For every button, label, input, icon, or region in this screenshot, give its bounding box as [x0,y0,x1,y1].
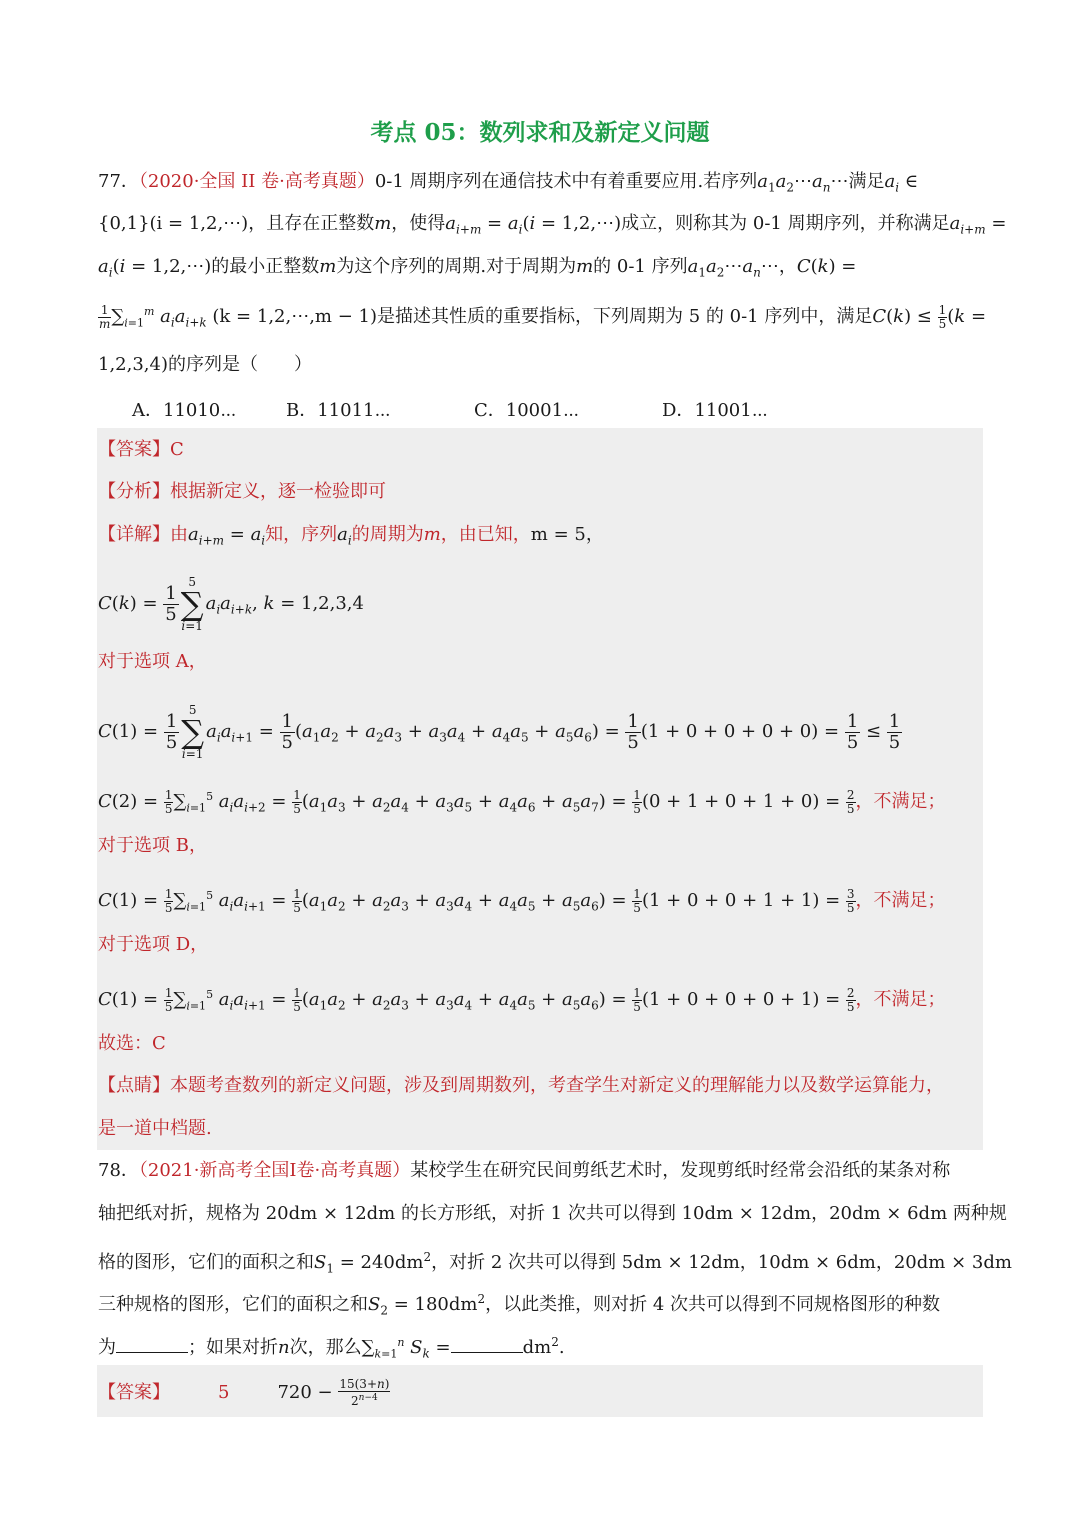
q77-cond-7: (k = 1,2,⋯,m − 1)是描述其性质的重要指标，下列周期为 5 的 0-1 序列中，满足 [212,306,873,327]
q77-source: （2020·全国 II 卷·高考真题） [138,171,375,192]
not-satisfy: 不满足； [873,791,946,812]
answer-value-1: 5 [218,1382,230,1403]
q78-text: ，以此类推，则对折 4 次共可以得到不同规格图形的种数 [485,1294,941,1315]
q77-detail: 【详解】由$a_{i+m} = a_i$知，序列$a_i$的周期为m，由已知，m = 5， [98,524,604,548]
answer-tag: 【答案】 [98,1382,170,1403]
answer-value: C [170,439,184,460]
option-value: 11001⋯ [694,400,768,421]
formula-a-c1: C(1) = $\frac{1}{5}$ 5 ∑ $i=1a_ia_{i+1}$ = $\frac{1}{5}$ $(a_1a_2 + a_2a_3 + a_3a_4 + a_4a_5 + a_5a_6)$ = $\frac{1}{5}$ (1 + 0 + 0 + 0 + 0) = $\frac{1}{5}$ ≤ $\frac{1}{5}$ [98,703,901,761]
detail-tag: 【详解】 [98,524,170,545]
q77-line-3: $a_i(i$ = 1,2,⋯)的最小正整数m为这个序列的周期.对于周期为m的 0-1 序列$a_1a_2\cdots a_n\cdots$，C(k) = [98,256,857,280]
detail-text: 知，序列 [265,524,338,545]
q77-cond-4: 的最小正整数 [211,256,320,277]
q77-cond-5: 为这个序列的周期.对于周期为 [336,256,577,277]
answer-blank-1 [116,1336,188,1353]
q77-option-c [474,396,579,422]
q77-answer [98,438,184,462]
q77-cond-6: 的 0-1 序列 [593,256,688,277]
q78-line-2: 轴把纸对折，规格为 20dm × 12dm 的长方形纸，对折 1 次共可以得到 10dm × 12dm，20dm × 6dm 两种规 [98,1203,1007,1224]
q78-text: 为 [98,1337,116,1358]
analysis-text: 根据新定义，逐一检验即可 [170,481,386,502]
option-b-heading: 对于选项 B， [98,835,207,856]
q78-number: 78． [98,1160,139,1181]
q77-option-b [286,396,391,422]
detail-text: m = 5， [530,524,604,545]
comment-text: 本题考查数列的新定义问题，涉及到周期数列，考查学生对新定义的理解能力以及数学运算能力， [170,1075,944,1096]
q78-text: 格的图形，它们的面积之和 [98,1252,314,1273]
comment-line-2: 是一道中档题. [98,1118,212,1139]
q78-text: 次，那么 [289,1337,362,1358]
option-label: D． [662,400,695,421]
q77-line-4: $\frac{1}{m}$ $\sum_{i=1}^m$ $a_ia_{i+k}$ (k = 1,2,⋯,m − 1)是描述其性质的重要指标，下列周期为 5 的 0-1 序列中，满足C(k) ≤ $\frac{1}{5}$ (k = [99,302,987,331]
analysis-tag: 【分析】 [98,481,170,502]
q77-cond-3: 成立，则称其为 0-1 周期序列，并称满足 [621,213,950,234]
q77-cond-2: ，使得 [391,213,446,234]
q78-line-1 [98,1159,950,1183]
q77-cond-1: {0,1}(i = 1,2,⋯)，且存在正整数 [98,213,375,234]
q77-stem-tail: 满足 [848,171,885,192]
formula-a-c2: C(2) = $\frac{1}{5}$ $\sum_{i=1}^5$ $a_ia_{i+2}$ = $\frac{1}{5}$ $(a_1a_3 + a_2a_4 + a_3a_5 + a_4a_6 + a_5a_7)$ = $\frac{1}{5}$ (0 + 1 + 0 + 1 + 0) = $\frac{2}{5}$ ，不满足； [98,787,946,816]
q78-text: dm [522,1337,552,1358]
answer-blank-2 [451,1336,523,1353]
q78-text: 某校学生在研究民间剪纸艺术时，发现剪纸时经常会沿纸的某条对称 [410,1160,951,1181]
option-value: 11011⋯ [317,400,391,421]
q78-line-3: 格的图形，它们的面积之和$S_1 = 240dm^2$，对折 2 次共可以得到 5dm × 12dm，10dm × 6dm，20dm × 3dm [98,1250,1012,1276]
q78-answer: 【答案】 5 720 − $\frac{15(3+n)}{2^{n-4}}$ [98,1377,390,1408]
option-label: C． [474,400,506,421]
answer-tag: 【答案】 [98,439,170,460]
option-value: 10001⋯ [505,400,580,421]
answer-value-2: 720 − [277,1382,333,1403]
comment-tag: 【点睛】 [98,1075,170,1096]
q77-stem: 0-1 周期序列在通信技术中有着重要应用.若序列 [374,171,758,192]
page-title: 考点 05：数列求和及新定义问题 [370,119,710,146]
not-satisfy: 不满足； [873,890,946,911]
detail-text: 的周期为 [351,524,424,545]
option-d-heading: 对于选项 D， [98,934,209,955]
formula-d-c1: C(1) = $\frac{1}{5}$ $\sum_{i=1}^5$ $a_ia_{i+1}$ = $\frac{1}{5}$ $(a_1a_2 + a_2a_3 + a_3a_4 + a_4a_5 + a_5a_6)$ = $\frac{1}{5}$ (1 + 0 + 0 + 0 + 1) = $\frac{2}{5}$ ，不满足； [98,985,946,1014]
q78-line-4: 三种规格的图形，它们的面积之和$S_2 = 180dm^2$，以此类推，则对折 4 次共可以得到不同规格图形的种数 [98,1292,941,1318]
formula-ck: C(k) = $\frac{1}{5}$ 5 ∑ $i=1a_ia_{i+k}$, k = 1,2,3,4 [98,575,364,633]
q77-analysis [98,480,386,504]
conclusion: 故选：C [98,1033,166,1054]
q78-source: （2021·新高考全国I卷·高考真题） [138,1160,411,1181]
option-a-heading: 对于选项 A， [98,651,207,672]
q78-line-5: 为 ；如果对折n次，那么$\sum_{k=1}^n$ $S_k = dm^2$. [98,1335,565,1361]
q77-line-2: {0,1}(i = 1,2,⋯)，且存在正整数m，使得$a_{i+m} = a_i(i$ = 1,2,⋯)成立，则称其为 0-1 周期序列，并称满足$a_{i+m}$ = [98,213,1007,237]
option-label: B． [286,400,318,421]
q78-text: ；如果对折 [188,1337,278,1358]
comment-line-1 [98,1074,944,1098]
detail-text: 由 [170,524,188,545]
not-satisfy: 不满足； [873,989,946,1010]
q77-number: 77． [98,171,139,192]
detail-text: ，由已知， [440,524,531,545]
option-label: A． [132,400,163,421]
q77-option-d [662,396,768,422]
option-value: 11010⋯ [163,400,237,421]
q77-line-1: 77．（2020·全国 II 卷·高考真题）0-1 周期序列在通信技术中有着重要应用.若序列$a_1a_2\cdots a_n\cdots$满足$a_i$ ∈ [98,171,919,195]
formula-b-c1: C(1) = $\frac{1}{5}$ $\sum_{i=1}^5$ $a_ia_{i+1}$ = $\frac{1}{5}$ $(a_1a_2 + a_2a_3 + a_3a_4 + a_4a_5 + a_5a_6)$ = $\frac{1}{5}$ (1 + 0 + 0 + 1 + 1) = $\frac{3}{5}$ ，不满足； [98,886,946,915]
q78-text: ，对折 2 次共可以得到 5dm × 12dm，10dm × 6dm，20dm × 3dm [431,1252,1012,1273]
q77-line-5: 1,2,3,4)的序列是（ ） [98,354,312,375]
q77-option-a [132,396,236,422]
q78-text: 三种规格的图形，它们的面积之和 [98,1294,368,1315]
